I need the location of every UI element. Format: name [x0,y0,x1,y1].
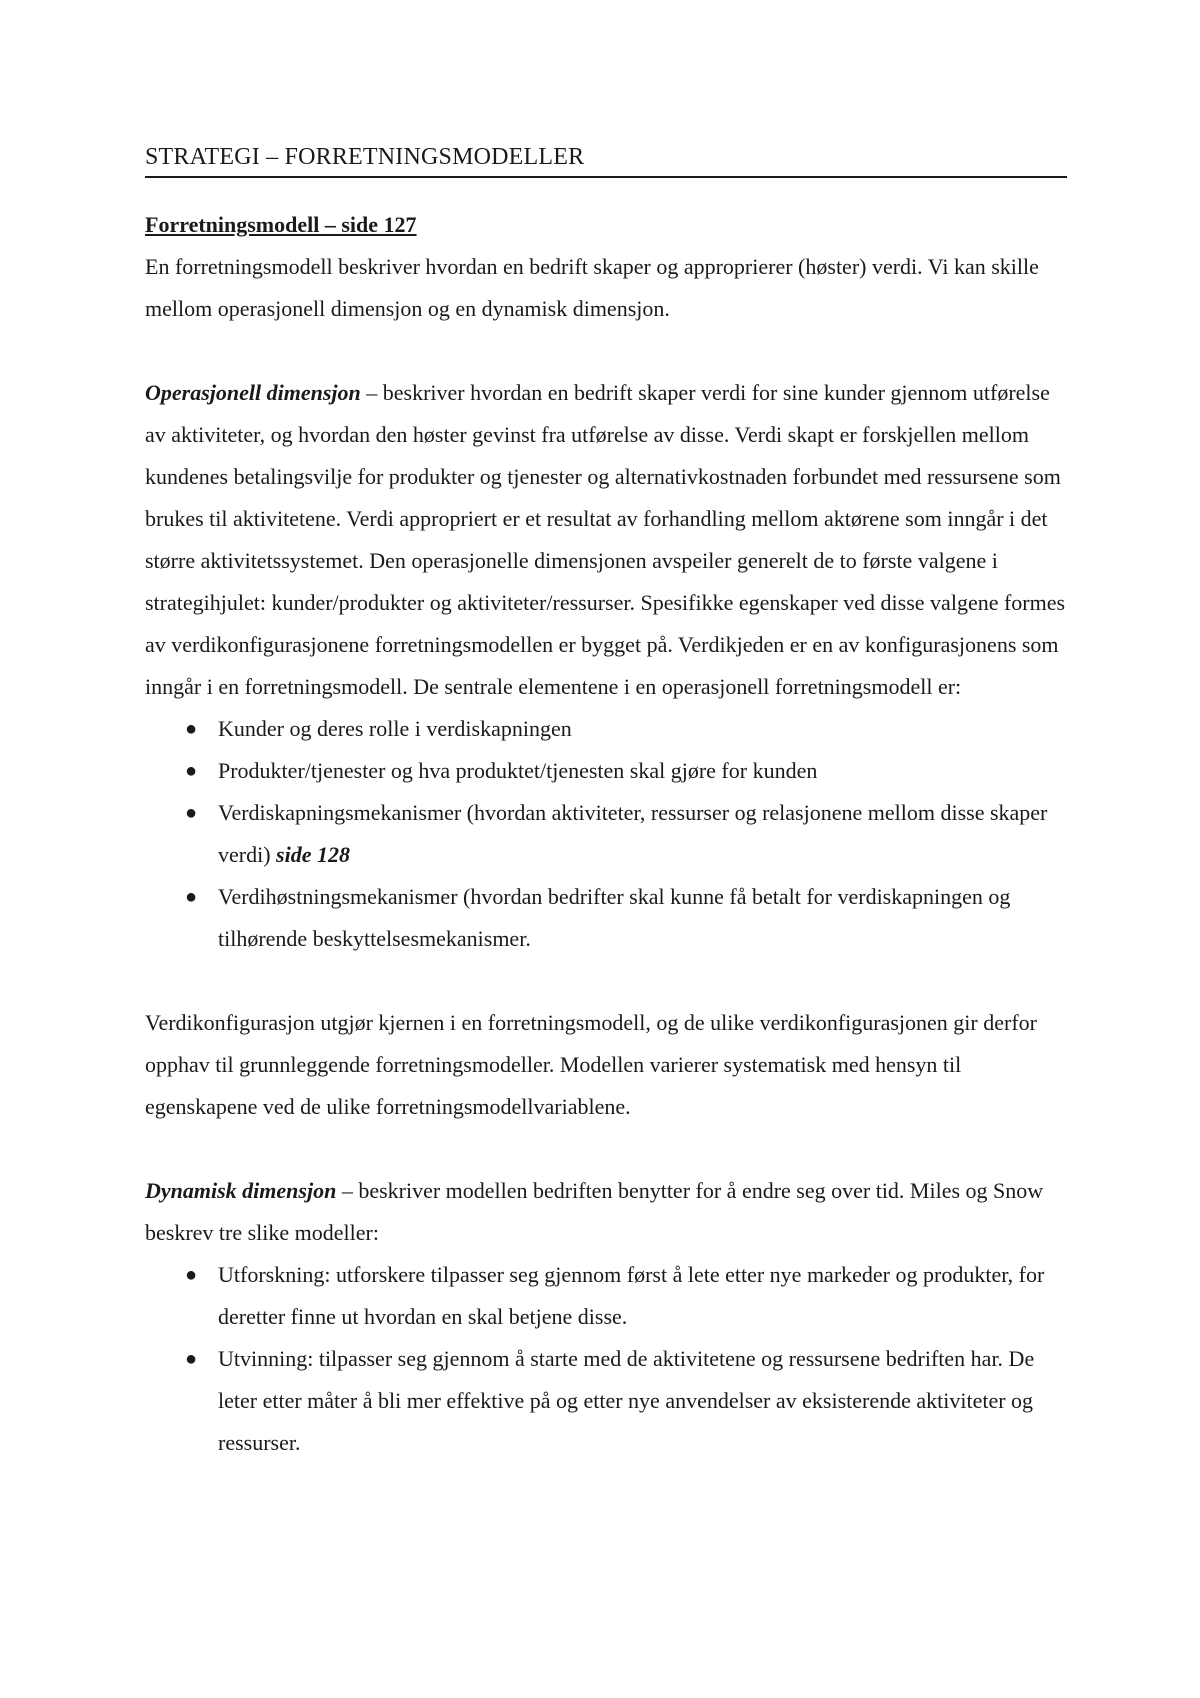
list-item [145,1254,1067,1338]
bullet-icon: ● [185,886,198,908]
configuration-paragraph: Verdikonfigurasjon utgjør kjernen i en forretningsmodell, og de ulike verdikonfigurasjonen gir derfor opphav til grunnleggende forretningsmodeller. Modellen varierer systematisk med hensyn til egenskapene ved de ulike forretningsmodellvariablene. [145,1010,1037,1119]
page-reference: side 128 [276,842,350,867]
list-item [145,876,1067,960]
list-item [145,750,1067,792]
section-heading: Forretningsmodell – side 127 [145,212,417,237]
document-page [145,140,1067,1464]
bullet-icon: ● [185,760,198,782]
dynamic-bullet-list [145,1254,1067,1464]
operational-term: Operasjonell dimensjon [145,380,361,405]
list-item-text: Verdihøstningsmekanismer (hvordan bedrifter skal kunne få betalt for verdiskapningen og tilhørende beskyttelsesmekanismer. [218,884,1011,951]
bullet-icon: ● [185,1264,198,1286]
document-title: STRATEGI – FORRETNINGSMODELLER [145,140,1067,178]
list-item [145,792,1067,876]
list-item-text: Kunder og deres rolle i verdiskapningen [218,716,572,741]
intro-paragraph: En forretningsmodell beskriver hvordan en bedrift skaper og approprierer (høster) verdi. Vi kan skille mellom operasjonell dimensjon og en dynamisk dimensjon. [145,254,1039,321]
list-item [145,708,1067,750]
bullet-icon: ● [185,718,198,740]
list-item-text: Utvinning: tilpasser seg gjennom å starte med de aktivitetene og ressursene bedriften har. De leter etter måter å bli mer effektive på og etter nye anvendelser av eksisterende aktiviteter og ressurser. [218,1346,1035,1455]
list-item-text: Utforskning: utforskere tilpasser seg gjennom først å lete etter nye markeder og produkter, for deretter finne ut hvordan en skal betjene disse. [218,1262,1045,1329]
operational-bullet-list [145,708,1067,960]
operational-text: – beskriver hvordan en bedrift skaper verdi for sine kunder gjennom utførelse av aktiviteter, og hvordan den høster gevinst fra utførelse av disse. Verdi skapt er forskjellen mellom kundenes betalingsvilje for produkter og tjenester og alternativkostnaden forbundet med ressursene som brukes til aktivitetene. Verdi appropriert er et resultat av forhandling mellom aktørene som inngår i det større aktivitetssystemet. Den operasjonelle dimensjonen avspeiler generelt de to første valgene i strategihjulet: kunder/produkter og aktiviteter/ressurser. Spesifikke egenskaper ved disse valgene formes av verdikonfigurasjonene forretningsmodellen er bygget på. Verdikjeden er en av konfigurasjonens som inngår i en forretningsmodell. De sentrale elementene i en operasjonell forretningsmodell er: [145,380,1066,699]
bullet-icon: ● [185,802,198,824]
operational-paragraph [145,372,1067,708]
list-item-text: Produkter/tjenester og hva produktet/tjenesten skal gjøre for kunden [218,758,818,783]
dynamic-term: Dynamisk dimensjon [145,1178,337,1203]
dynamic-text: – beskriver modellen bedriften benytter for å endre seg over tid. Miles og Snow beskrev tre slike modeller: [145,1178,1044,1245]
list-item-text: Verdiskapningsmekanismer (hvordan aktiviteter, ressurser og relasjonene mellom disse skaper verdi) [218,800,1048,867]
dynamic-paragraph [145,1170,1067,1254]
list-item [145,1338,1067,1464]
bullet-icon: ● [185,1348,198,1370]
